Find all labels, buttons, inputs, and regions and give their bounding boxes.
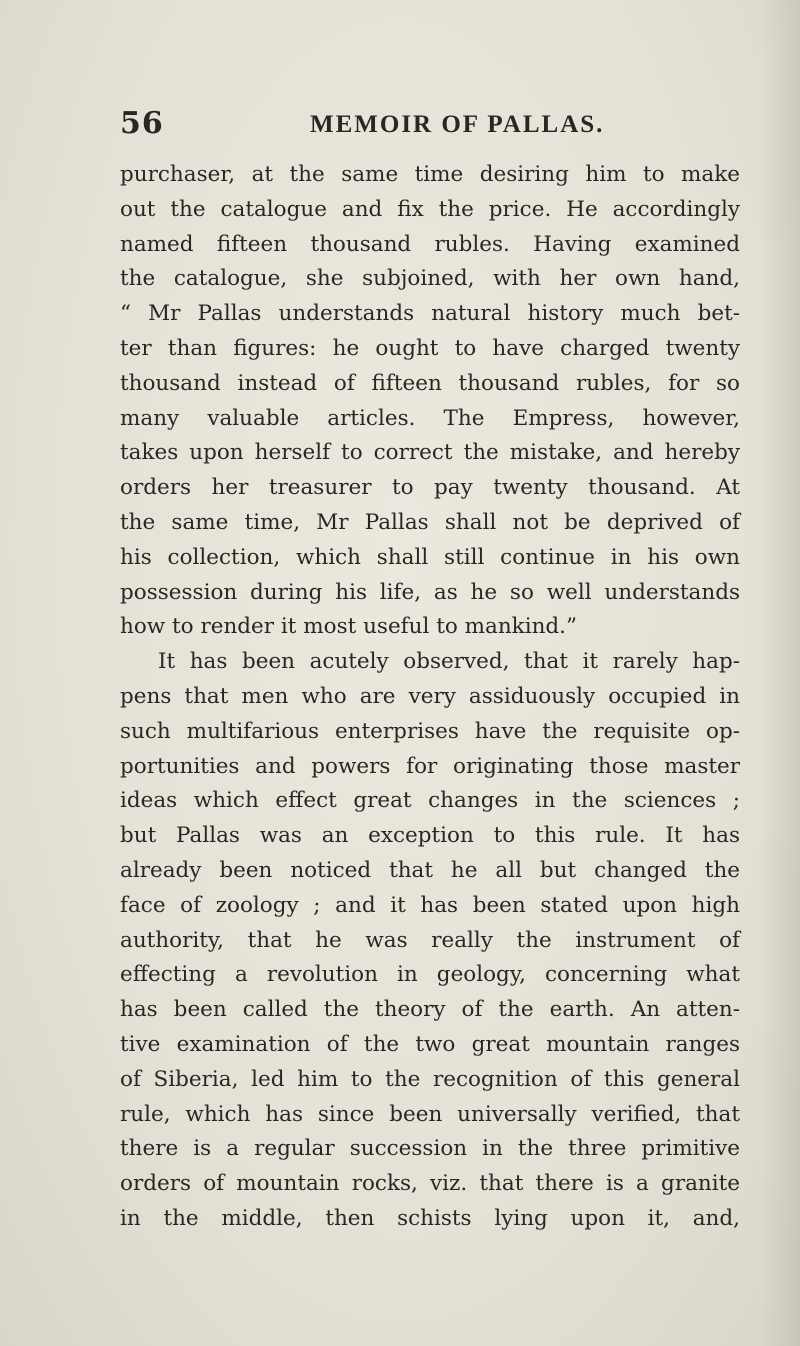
- text-line: face of zoology ; and it has been stated upon high: [120, 892, 740, 918]
- text-line: ter than figures: he ought to have charged twenty: [120, 335, 740, 361]
- text-line: authority, that he was really the instrument of: [120, 927, 740, 953]
- text-line: “ Mr Pallas understands natural history much bet-: [120, 301, 740, 327]
- text-line: his collection, which shall still continue in his own: [120, 544, 740, 570]
- running-head: MEMOIR OF PALLAS.: [310, 111, 605, 138]
- page-header: [120, 106, 720, 146]
- text-line: named fifteen thousand rubles. Having examined: [120, 231, 740, 257]
- text-line: tive examination of the two great mountain ranges: [120, 1031, 740, 1057]
- text-line: orders of mountain rocks, viz. that there is a granite: [120, 1171, 740, 1197]
- text-line: there is a regular succession in the three primitive: [120, 1136, 740, 1162]
- text-line: thousand instead of fifteen thousand rubles, for so: [120, 370, 740, 396]
- text-line: the same time, Mr Pallas shall not be deprived of: [120, 509, 740, 535]
- text-line: of Siberia, led him to the recognition of this general: [120, 1066, 740, 1092]
- text-line: out the catalogue and fix the price. He accordingly: [120, 196, 740, 222]
- page-number: 56: [120, 106, 164, 141]
- text-line: in the middle, then schists lying upon it, and,: [120, 1205, 740, 1231]
- text-line: orders her treasurer to pay twenty thousand. At: [120, 475, 740, 501]
- text-line: purchaser, at the same time desiring him to make: [120, 162, 740, 187]
- text-line: but Pallas was an exception to this rule. It has: [120, 823, 740, 849]
- text-line: how to render it most useful to mankind.”: [120, 614, 578, 640]
- text-line: the catalogue, she subjoined, with her own hand,: [120, 266, 740, 292]
- text-line: already been noticed that he all but changed the: [120, 857, 740, 883]
- text-line: It has been acutely observed, that it rarely hap-: [158, 649, 740, 675]
- text-line: takes upon herself to correct the mistake, and hereby: [120, 440, 740, 466]
- text-line: portunities and powers for originating those master: [120, 753, 740, 779]
- text-line: many valuable articles. The Empress, however,: [120, 405, 740, 431]
- text-line: rule, which has since been universally verified, that: [120, 1101, 740, 1127]
- body-text: [120, 158, 740, 1237]
- text-line: has been called the theory of the earth. An atten-: [120, 997, 740, 1023]
- text-line: ideas which effect great changes in the sciences ;: [120, 788, 740, 814]
- text-line: such multifarious enterprises have the requisite op-: [120, 718, 740, 744]
- text-line: possession during his life, as he so well understands: [120, 579, 740, 605]
- text-line: effecting a revolution in geology, concerning what: [120, 962, 740, 988]
- page-edge-shadow: [760, 0, 800, 1346]
- text-line: pens that men who are very assiduously occupied in: [120, 683, 740, 709]
